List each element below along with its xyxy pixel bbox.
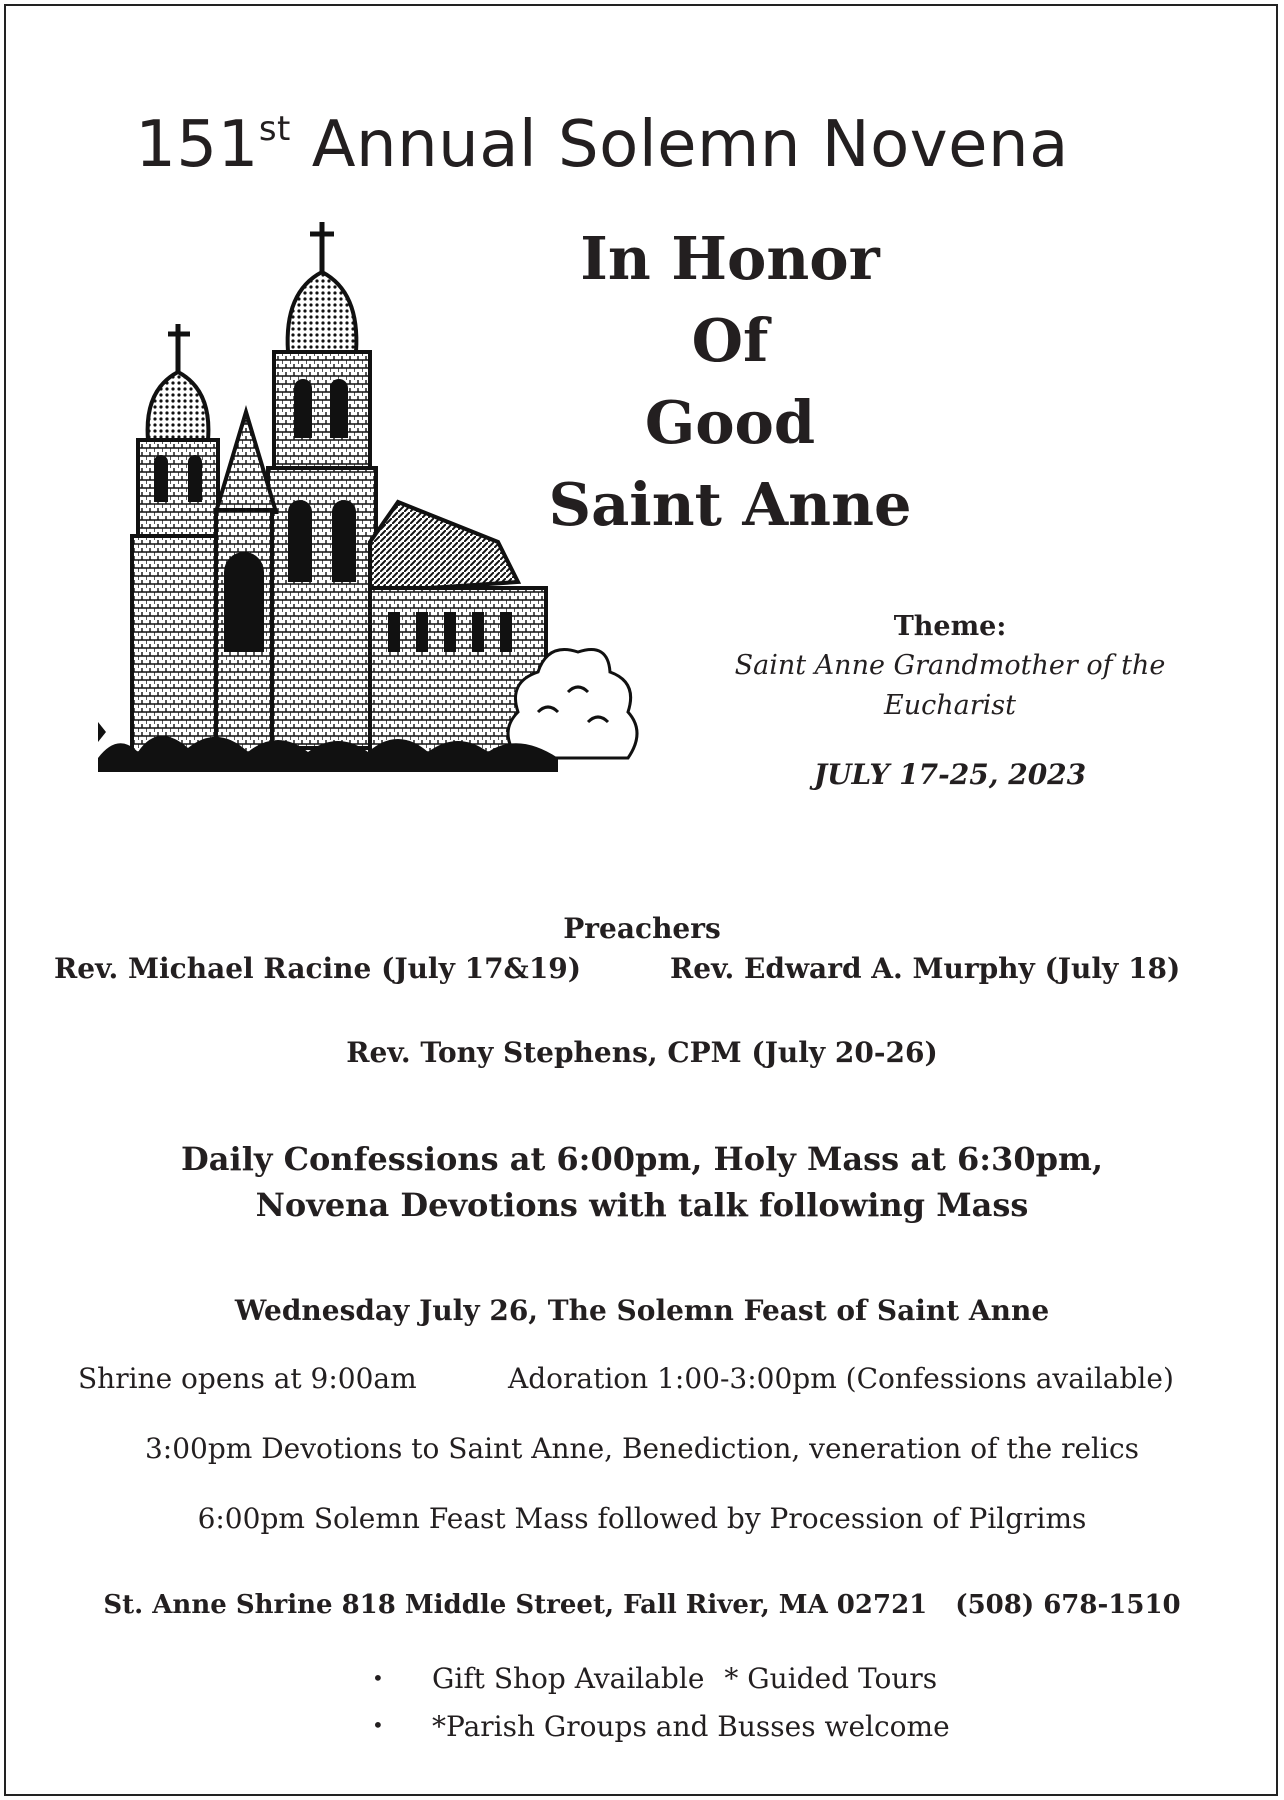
- daily-schedule-line: Daily Confessions at 6:00pm, Holy Mass at 6:30pm,: [181, 1140, 1103, 1178]
- devotions-time: 3:00pm Devotions to Saint Anne, Benediction, veneration of the relics: [144, 1432, 1140, 1465]
- daily-schedule: [0, 1136, 1284, 1228]
- main-heading: [0, 108, 1284, 182]
- address-phone: (508) 678-1510: [955, 1590, 1181, 1620]
- heading-ordinal: st: [258, 109, 291, 149]
- extra-gift-shop: Gift Shop Available: [432, 1662, 705, 1695]
- honor-line: In Honor: [580, 224, 880, 293]
- shrine-address: [0, 1590, 1284, 1620]
- honor-line: Saint Anne: [548, 470, 912, 539]
- novena-dates: JULY 17-25, 2023: [813, 758, 1087, 791]
- bullet-icon: •: [372, 1713, 384, 1737]
- address-location: St. Anne Shrine 818 Middle Street, Fall River, MA 02721: [103, 1590, 928, 1620]
- feast-title: Wednesday July 26, The Solemn Feast of Saint Anne: [234, 1294, 1050, 1327]
- preacher-entry: Rev. Edward A. Murphy (July 18): [670, 952, 1181, 985]
- shrine-opens: Shrine opens at 9:00am: [78, 1362, 417, 1395]
- preacher-entry: Rev. Michael Racine (July 17&19): [54, 952, 582, 985]
- bullet-icon: •: [372, 1665, 384, 1690]
- honor-title: [500, 218, 960, 546]
- theme-label: Theme:: [893, 611, 1007, 642]
- extra-guided-tours: * Guided Tours: [724, 1662, 938, 1695]
- heading-title: Annual Solemn Novena: [311, 108, 1069, 182]
- theme-text: Saint Anne Grandmother of the: [734, 650, 1166, 681]
- list-item: [372, 1656, 950, 1704]
- preacher-entry: Rev. Tony Stephens, CPM (July 20-26): [346, 1036, 938, 1069]
- honor-line: Of: [691, 306, 769, 375]
- extra-groups: *Parish Groups and Busses welcome: [432, 1709, 950, 1743]
- daily-schedule-line: Novena Devotions with talk following Mass: [255, 1186, 1029, 1224]
- theme-block: [700, 608, 1200, 791]
- adoration-time: Adoration 1:00-3:00pm (Confessions available): [508, 1362, 1174, 1395]
- feast-mass: 6:00pm Solemn Feast Mass followed by Procession of Pilgrims: [197, 1502, 1087, 1535]
- extras-list: [372, 1656, 950, 1751]
- list-item: [372, 1704, 950, 1752]
- honor-line: Good: [644, 388, 816, 457]
- theme-text: Eucharist: [884, 690, 1016, 721]
- heading-number: 151: [135, 108, 259, 182]
- preachers-title: Preachers: [563, 912, 721, 945]
